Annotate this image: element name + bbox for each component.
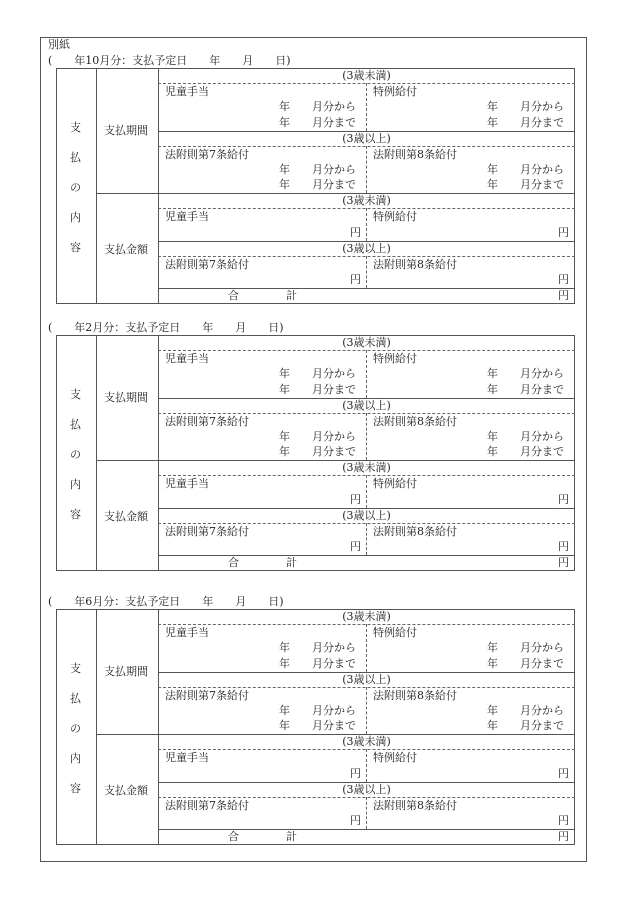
- vertical-label-char: の: [70, 722, 81, 735]
- year-label: 年: [487, 100, 498, 113]
- year-label: 年: [487, 430, 498, 443]
- section-title: ( 年6月分：支払予定日 年 月 日): [48, 595, 284, 608]
- yen-label: 円: [558, 273, 569, 286]
- month-from-label: 月分から: [312, 367, 356, 380]
- month-to-label: 月分まで: [312, 178, 356, 191]
- total-label-a: 合: [228, 556, 239, 569]
- total-label-a: 合: [228, 830, 239, 843]
- total-yen: 円: [558, 556, 569, 569]
- art7-label: 法附則第7条給付: [165, 689, 249, 702]
- vertical-label-char: 内: [70, 752, 81, 765]
- yen-label: 円: [558, 226, 569, 239]
- under3-header: (3歳未満): [342, 735, 391, 748]
- year-label: 年: [279, 445, 290, 458]
- month-to-label: 月分まで: [520, 178, 564, 191]
- month-from-label: 月分から: [312, 430, 356, 443]
- month-from-label: 月分から: [312, 100, 356, 113]
- year-label: 年: [487, 657, 498, 670]
- month-from-label: 月分から: [312, 704, 356, 717]
- amount-label: 支払金額: [104, 243, 148, 256]
- total-yen: 円: [558, 289, 569, 302]
- over3-header: (3歳以上): [342, 242, 391, 255]
- year-label: 年: [279, 100, 290, 113]
- art8-label: 法附則第8条給付: [373, 148, 457, 161]
- year-label: 年: [279, 704, 290, 717]
- over3-header: (3歳以上): [342, 783, 391, 796]
- art8-label: 法附則第8条給付: [373, 415, 457, 428]
- total-yen: 円: [558, 830, 569, 843]
- period-label: 支払期間: [104, 665, 148, 678]
- under3-header: (3歳未満): [342, 194, 391, 207]
- year-label: 年: [487, 641, 498, 654]
- vertical-label-char: 容: [70, 782, 81, 795]
- under3-header: (3歳未満): [342, 461, 391, 474]
- over3-header: (3歳以上): [342, 673, 391, 686]
- year-label: 年: [487, 445, 498, 458]
- vertical-label-char: の: [70, 181, 81, 194]
- month-to-label: 月分まで: [312, 383, 356, 396]
- year-label: 年: [279, 657, 290, 670]
- vertical-label-char: 払: [70, 692, 81, 705]
- art7-label: 法附則第7条給付: [165, 258, 249, 271]
- yen-label: 円: [350, 814, 361, 827]
- year-label: 年: [279, 383, 290, 396]
- jido-teate-label: 児童手当: [165, 477, 209, 490]
- month-from-label: 月分から: [520, 367, 564, 380]
- art8-label: 法附則第8条給付: [373, 525, 457, 538]
- vertical-label-char: 内: [70, 211, 81, 224]
- month-to-label: 月分まで: [520, 116, 564, 129]
- art7-label: 法附則第7条給付: [165, 525, 249, 538]
- tokurei-label: 特例給付: [373, 477, 417, 490]
- year-label: 年: [487, 367, 498, 380]
- year-label: 年: [487, 163, 498, 176]
- year-label: 年: [279, 178, 290, 191]
- month-to-label: 月分まで: [520, 383, 564, 396]
- tokurei-label: 特例給付: [373, 751, 417, 764]
- jido-teate-label: 児童手当: [165, 210, 209, 223]
- month-to-label: 月分まで: [520, 445, 564, 458]
- total-label-b: 計: [286, 556, 297, 569]
- year-label: 年: [487, 116, 498, 129]
- vertical-label-char: 払: [70, 151, 81, 164]
- art7-label: 法附則第7条給付: [165, 415, 249, 428]
- art7-label: 法附則第7条給付: [165, 148, 249, 161]
- tokurei-label: 特例給付: [373, 210, 417, 223]
- vertical-label-char: 支: [70, 662, 81, 675]
- year-label: 年: [487, 704, 498, 717]
- year-label: 年: [279, 719, 290, 732]
- yen-label: 円: [350, 767, 361, 780]
- period-label: 支払期間: [104, 391, 148, 404]
- year-label: 年: [279, 163, 290, 176]
- year-label: 年: [279, 641, 290, 654]
- art7-label: 法附則第7条給付: [165, 799, 249, 812]
- total-label-b: 計: [286, 289, 297, 302]
- over3-header: (3歳以上): [342, 399, 391, 412]
- total-label-b: 計: [286, 830, 297, 843]
- month-from-label: 月分から: [520, 641, 564, 654]
- yen-label: 円: [350, 493, 361, 506]
- year-label: 年: [279, 430, 290, 443]
- total-label-a: 合: [228, 289, 239, 302]
- vertical-label-char: 容: [70, 508, 81, 521]
- vertical-label-char: 支: [70, 121, 81, 134]
- amount-label: 支払金額: [104, 510, 148, 523]
- month-from-label: 月分から: [520, 163, 564, 176]
- jido-teate-label: 児童手当: [165, 85, 209, 98]
- under3-header: (3歳未満): [342, 610, 391, 623]
- vertical-label-char: の: [70, 448, 81, 461]
- month-to-label: 月分まで: [312, 657, 356, 670]
- art8-label: 法附則第8条給付: [373, 258, 457, 271]
- under3-header: (3歳未満): [342, 336, 391, 349]
- vertical-label-char: 払: [70, 418, 81, 431]
- yen-label: 円: [558, 493, 569, 506]
- yen-label: 円: [558, 814, 569, 827]
- over3-header: (3歳以上): [342, 509, 391, 522]
- yen-label: 円: [350, 226, 361, 239]
- over3-header: (3歳以上): [342, 132, 391, 145]
- tokurei-label: 特例給付: [373, 352, 417, 365]
- month-to-label: 月分まで: [312, 116, 356, 129]
- section-title: ( 年2月分：支払予定日 年 月 日): [48, 321, 284, 334]
- vertical-label-char: 支: [70, 388, 81, 401]
- month-to-label: 月分まで: [520, 719, 564, 732]
- tokurei-label: 特例給付: [373, 626, 417, 639]
- month-from-label: 月分から: [520, 704, 564, 717]
- month-to-label: 月分まで: [312, 719, 356, 732]
- vertical-label-char: 容: [70, 241, 81, 254]
- jido-teate-label: 児童手当: [165, 352, 209, 365]
- art8-label: 法附則第8条給付: [373, 689, 457, 702]
- month-from-label: 月分から: [312, 163, 356, 176]
- year-label: 年: [487, 178, 498, 191]
- tokurei-label: 特例給付: [373, 85, 417, 98]
- year-label: 年: [279, 367, 290, 380]
- month-from-label: 月分から: [520, 100, 564, 113]
- heading: 別紙: [48, 38, 70, 51]
- yen-label: 円: [350, 540, 361, 553]
- yen-label: 円: [350, 273, 361, 286]
- month-from-label: 月分から: [520, 430, 564, 443]
- month-from-label: 月分から: [312, 641, 356, 654]
- year-label: 年: [279, 116, 290, 129]
- jido-teate-label: 児童手当: [165, 626, 209, 639]
- art8-label: 法附則第8条給付: [373, 799, 457, 812]
- vertical-label-char: 内: [70, 478, 81, 491]
- month-to-label: 月分まで: [312, 445, 356, 458]
- jido-teate-label: 児童手当: [165, 751, 209, 764]
- yen-label: 円: [558, 767, 569, 780]
- section-title: ( 年10月分：支払予定日 年 月 日): [48, 54, 291, 67]
- amount-label: 支払金額: [104, 784, 148, 797]
- month-to-label: 月分まで: [520, 657, 564, 670]
- under3-header: (3歳未満): [342, 69, 391, 82]
- period-label: 支払期間: [104, 124, 148, 137]
- year-label: 年: [487, 383, 498, 396]
- yen-label: 円: [558, 540, 569, 553]
- year-label: 年: [487, 719, 498, 732]
